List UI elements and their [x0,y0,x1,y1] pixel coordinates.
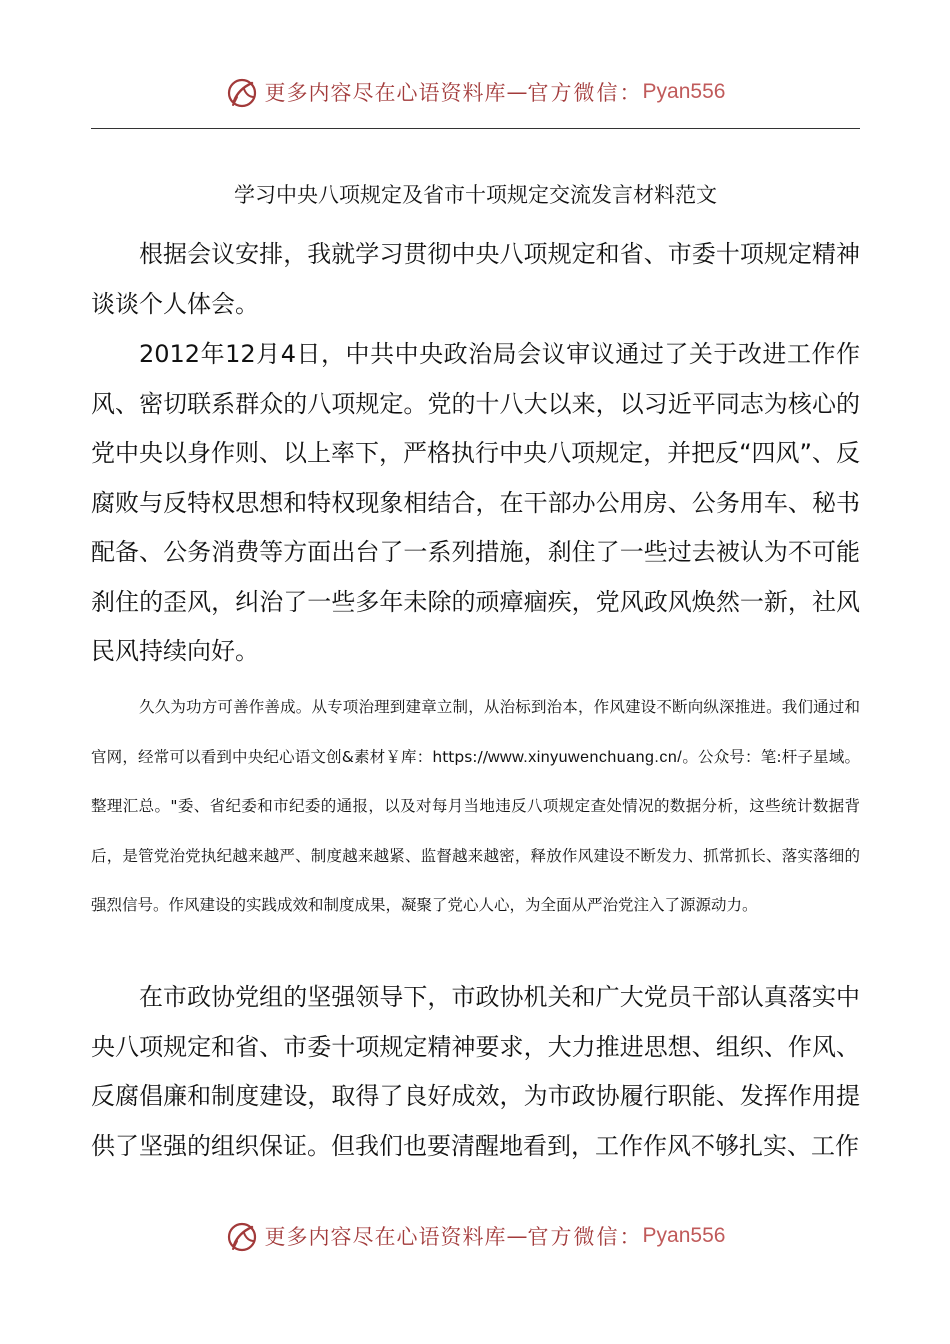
header-banner-separator: — [506,80,528,104]
brand-logo-icon [225,1219,259,1253]
small-print-text-2: 。公众号：笔:杆子星域。整理汇总。"委、省纪委和市纪委的通报，以及对每月当地违反八项规定查处情况的数据分析，这些统计数据背后，是管党治党执纪越来越严、制度越来越紧、监督越来越密，释放作风建设不断发力、抓常抓长、落实落细的强烈信号。作风建设的实践成效和制度成果，凝聚了党心人心，为全面从严治党注入了源源动力。 [91,747,860,914]
header-divider [91,128,860,129]
header-banner-text: 更多内容尽在心语资料库 [264,81,507,105]
footer-banner-separator: — [506,1224,528,1248]
header-wechat-id: Pyan556 [642,80,726,103]
paragraph-committee: 在市政协党组的坚强领导下，市政协机关和广大党员干部认真落实中央八项规定和省、市委十项规定精神要求，大力推进思想、组织、作风、反腐倡廉和制度建设，取得了良好成效，为市政协履行职能、发挥作用提供了坚强的组织保证。但我们也要清醒地看到，工作作风不够扎实、工作 [91,983,860,1160]
document-title: 学习中央八项规定及省市十项规定交流发言材料范文 [234,183,717,207]
paragraph-background: 2012年12月4日，中共中央政治局会议审议通过了关于改进工作作风、密切联系群众的八项规定。党的十八大以来，以习近平同志为核心的党中央以身作则、以上率下，严格执行中央八项规定，并把反“四风”、反腐败与反特权思想和特权现象相结合，在干部办公用房、公务用车、秘书配备、公务消费等方面出台了一系列措施，刹住了一些过去被认为不可能刹住的歪风，纠治了一些多年未除的顽瘴痼疾，党风政风焕然一新，社风民风持续向好。 [91,340,860,665]
header-banner [0,72,950,112]
footer-wechat-id: Pyan556 [642,1224,726,1247]
footer-banner-text: 更多内容尽在心语资料库 [264,1225,507,1249]
footer-banner [0,1216,950,1256]
footer-wechat-label: 官方微信： [527,1225,643,1249]
header-wechat-label: 官方微信： [527,81,643,105]
paragraph-intro: 根据会议安排，我就学习贯彻中央八项规定和省、市委十项规定精神谈谈个人体会。 [91,240,860,318]
paragraph-small-print [91,683,860,931]
small-print-text-1: 久久为功方可善作善成。从专项治理到建章立制，从治标到治本，作风建设不断向纵深推进。我们通过和官网，经常可以看到中央纪心语文创&素材￥库：https:// [91,698,860,766]
brand-logo-icon [225,75,259,109]
small-print-url: www.xinyuwenchuang.cn/ [487,748,683,766]
